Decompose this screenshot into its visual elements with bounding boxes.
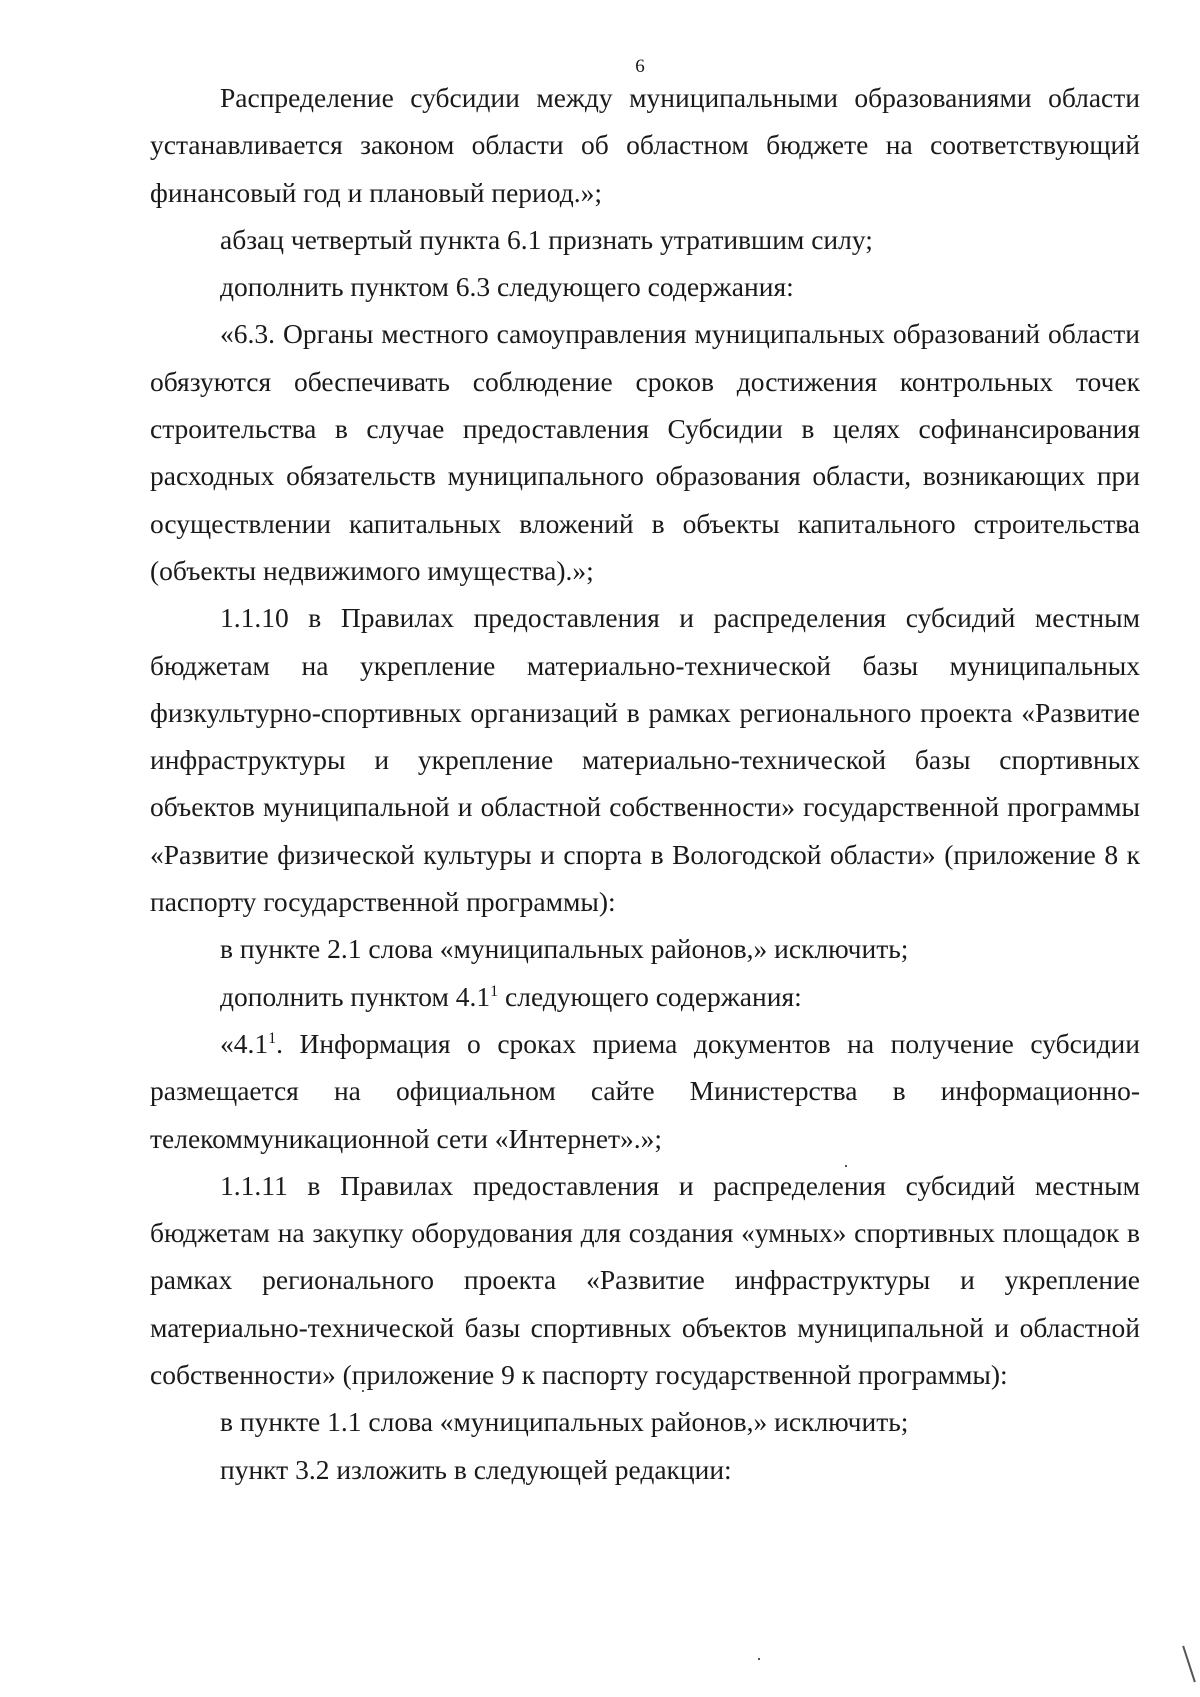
superscript: 1 bbox=[268, 1029, 277, 1047]
scan-mark-dot bbox=[845, 1165, 847, 1167]
paragraph-add-item-4-1 bbox=[150, 973, 1140, 1020]
page-number: 6 bbox=[635, 56, 645, 77]
paragraph-subsidy-distribution: Распределение субсидии между муниципальными образованиями области устанавливается законом области об областном бюджете на соответствующий финансовый год и плановый период.»; bbox=[150, 82, 1140, 208]
scan-mark-dot bbox=[362, 1390, 364, 1392]
paragraph-item-1-1: в пункте 1.1 слова «муниципальных районов,» исключить; bbox=[220, 1406, 909, 1438]
scan-mark-edge bbox=[1182, 1646, 1196, 1683]
paragraph-item-6-3-content: «6.3. Органы местного самоуправления муниципальных образований области обязуются обеспечивать соблюдение сроков достижения контрольных точек строительства в случае предоставления Субсидии в целях софинансирования расходных обязательств муниципального образования области, возникающих при осуществлении капитальных вложений в объекты капитального строительства (объекты недвижимого имущества).»; bbox=[150, 318, 1140, 586]
paragraph-add-item-4-1-before: дополнить пунктом 4.1 bbox=[220, 980, 491, 1012]
superscript: 1 bbox=[490, 982, 499, 1000]
paragraph-item-6-1: абзац четвертый пункта 6.1 признать утратившим силу; bbox=[220, 223, 873, 255]
paragraph-item-4-1-content bbox=[150, 1020, 1140, 1162]
paragraph-add-item-4-1-after: следующего содержания: bbox=[498, 980, 802, 1012]
paragraph-item-4-1-before: «4.1 bbox=[220, 1027, 269, 1059]
paragraph-item-4-1-after: . Информация о сроках приема документов на получение субсидии размещается на официальном сайте Министерства в информационно-телекоммуникационной сети «Интернет».»; bbox=[150, 1027, 1140, 1154]
paragraph-item-2-1: в пункте 2.1 слова «муниципальных районов,» исключить; bbox=[220, 933, 909, 965]
paragraph-1-1-11: 1.1.11 в Правилах предоставления и распределения субсидий местным бюджетам на закупку оборудования для создания «умных» спортивных площадок в рамках регионального проекта «Развитие инфраструктуры и укрепление материально-технической базы спортивных объектов муниципальной и областной собственности» (приложение 9 к паспорту государственной программы): bbox=[150, 1169, 1140, 1391]
scan-mark-dot bbox=[758, 1658, 760, 1660]
paragraph-add-item-6-3: дополнить пунктом 6.3 следующего содержания: bbox=[220, 271, 794, 303]
document-body bbox=[150, 74, 1140, 1493]
paragraph-item-3-2: пункт 3.2 изложить в следующей редакции: bbox=[220, 1453, 732, 1485]
paragraph-1-1-10: 1.1.10 в Правилах предоставления и распределения субсидий местным бюджетам на укрепление материально-технической базы муниципальных физкультурно-спортивных организаций в рамках регионального проекта «Развитие инфраструктуры и укрепление материально-технической базы спортивных объектов муниципальной и областной собственности» государственной программы «Развитие физической культуры и спорта в Вологодской области» (приложение 8 к паспорту государственной программы): bbox=[150, 602, 1140, 918]
